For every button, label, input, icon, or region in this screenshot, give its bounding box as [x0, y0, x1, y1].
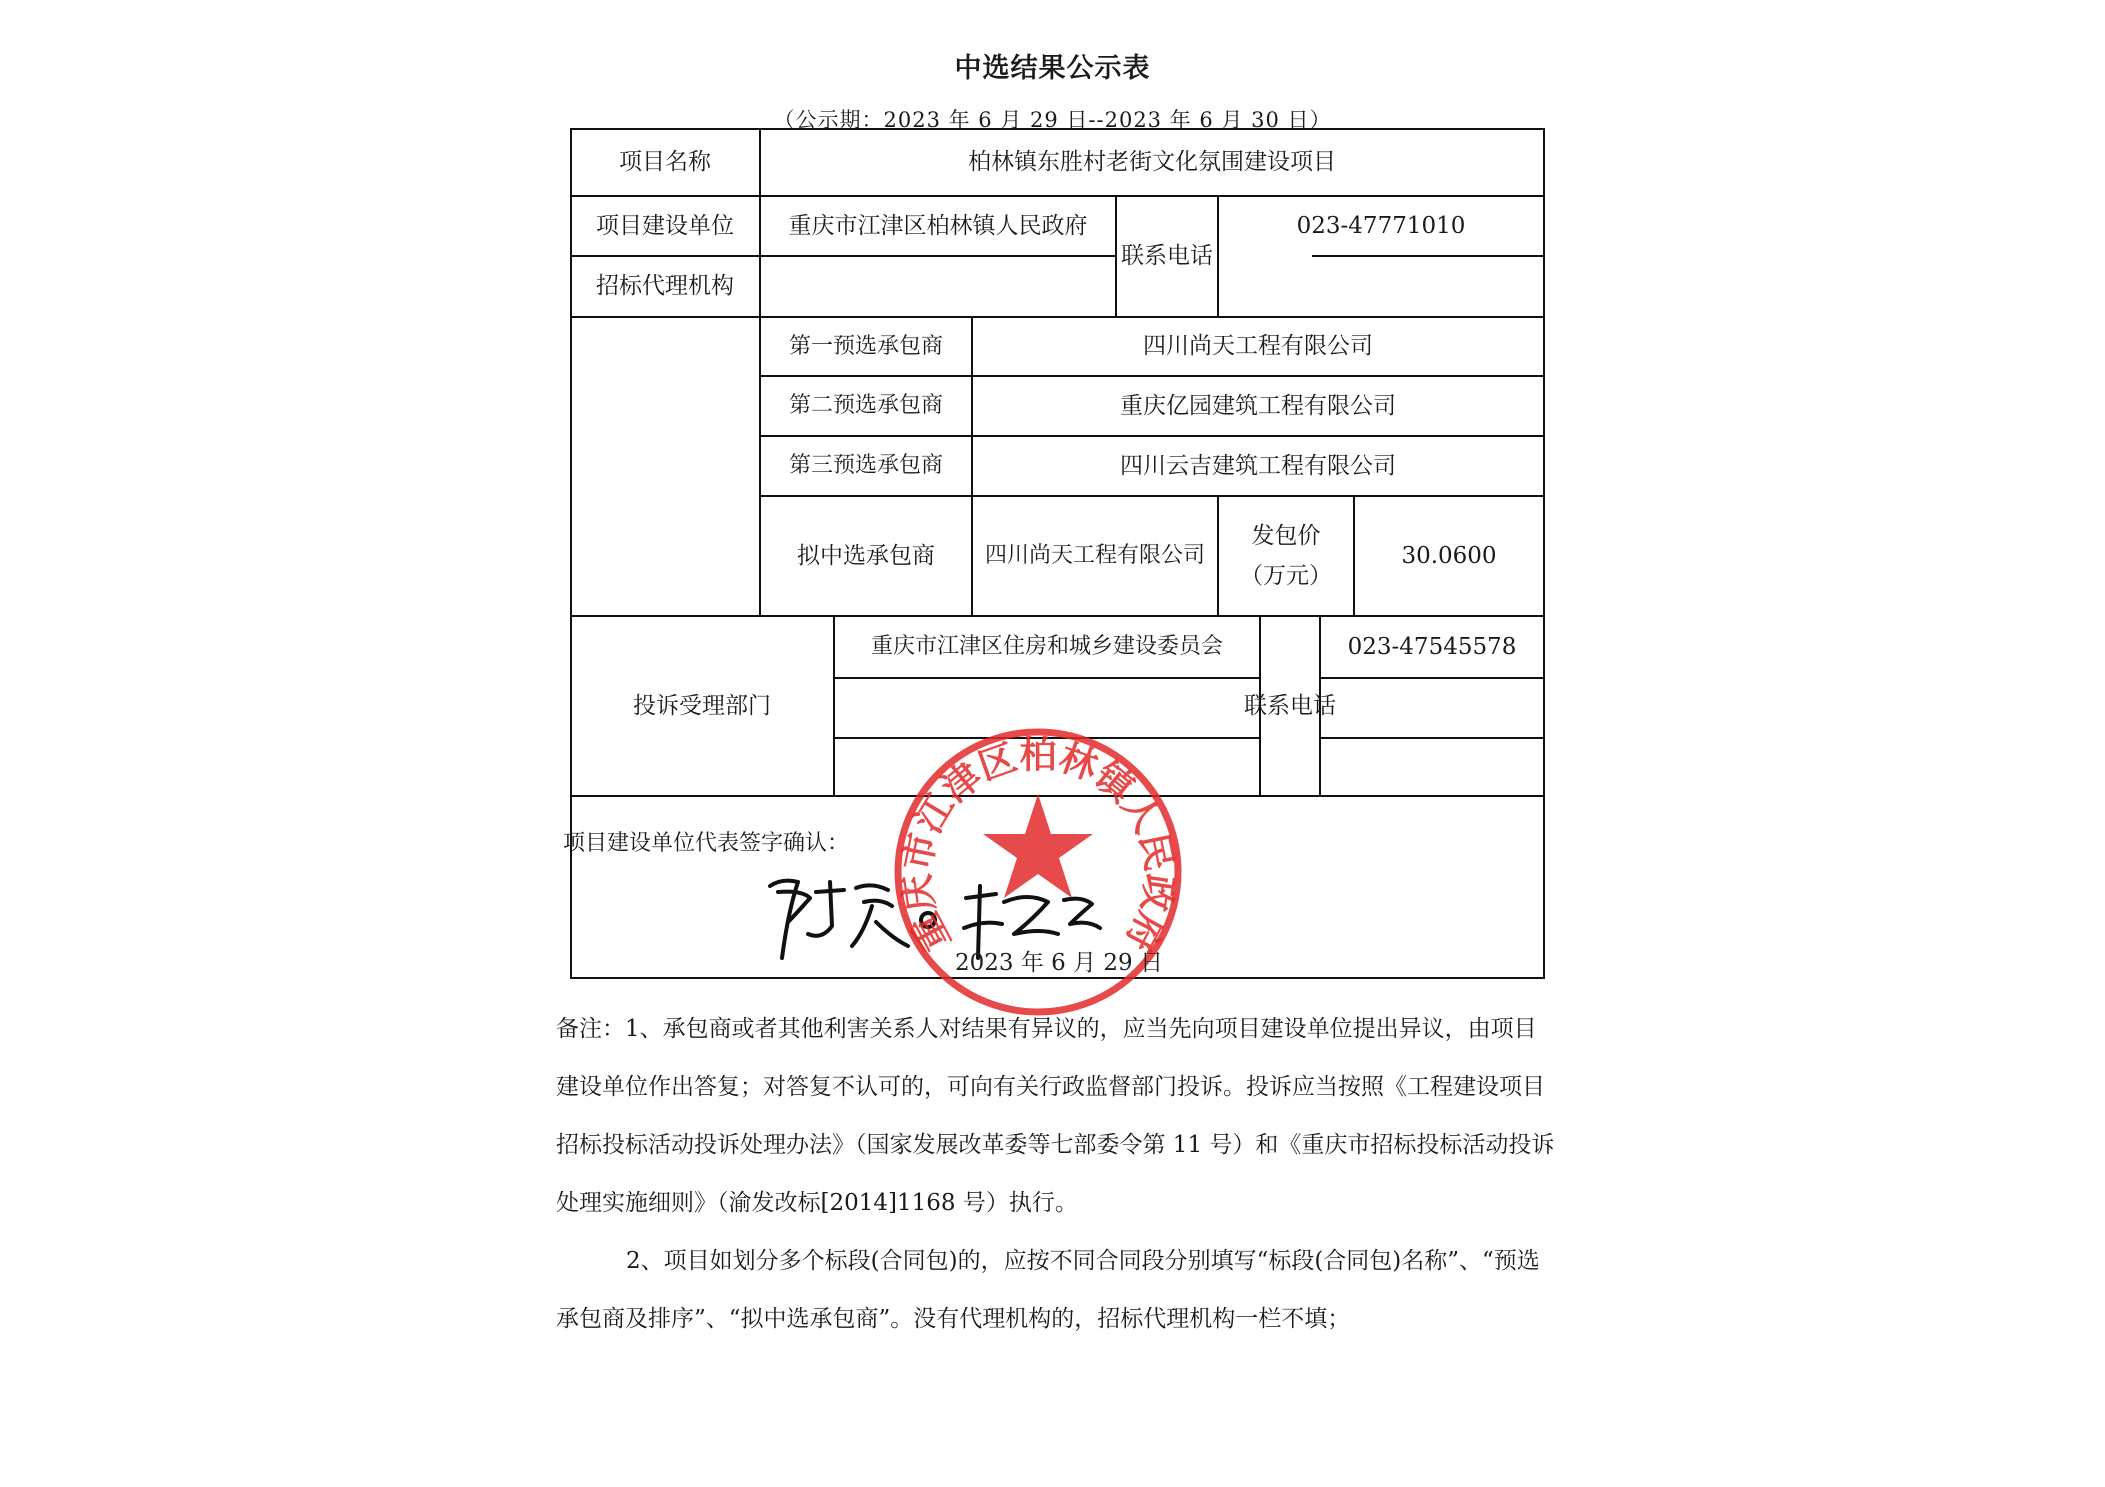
price-unit: （万元）: [1240, 563, 1332, 589]
candidate-2-label: 第二预选承包商: [788, 393, 943, 419]
seal-text: 重庆市江津区柏林镇人民政府: [894, 733, 1182, 959]
candidate-2-name: 重庆亿园建筑工程有限公司: [1120, 392, 1396, 419]
complaint-phone-value: 023-47545578: [1347, 633, 1517, 660]
note-2: 2、项目如划分多个标段(合同包)的，应按不同合同段分别填写“标段(合同包)名称”、“预选承包商及排序”、“拟中选承包商”。没有代理机构的，招标代理机构一栏不填；: [556, 1248, 1540, 1332]
owner-phone-value: 023-47771010: [1296, 212, 1466, 239]
signature-confirm-label: 项目建设单位代表签字确认：: [563, 831, 850, 856]
candidate-3-name: 四川云吉建筑工程有限公司: [1120, 452, 1396, 479]
complaint-dept-value: 重庆市江津区住房和城乡建设委员会: [870, 634, 1223, 660]
winner-name: 四川尚天工程有限公司: [984, 543, 1205, 569]
project-name-label: 项目名称: [619, 148, 711, 175]
notes-section: [556, 1000, 1556, 1348]
winner-label: 拟中选承包商: [797, 542, 935, 569]
note-1: 备注：1、承包商或者其他利害关系人对结果有异议的，应当先向项目建设单位提出异议，由项目建设单位作出答复；对答复不认可的，可向有关行政监督部门投诉。投诉应当按照《工程建设项目招标投标活动投诉处理办法》（国家发展改革委等七部委令第 11 号）和《重庆市招标投标活动投诉处理实施细则》（渝发改标[2014]1168 号）执行。: [556, 1016, 1555, 1216]
agency-label: 招标代理机构: [596, 273, 734, 300]
official-seal: [888, 722, 1188, 1022]
price-value: 30.0600: [1401, 542, 1497, 569]
signature-date: 2023 年 6 月 29 日: [955, 950, 1163, 976]
complaint-dept-label: 投诉受理部门: [633, 692, 771, 719]
project-name-value: 柏林镇东胜村老街文化氛围建设项目: [968, 148, 1336, 175]
candidate-1-label: 第一预选承包商: [788, 333, 943, 359]
complaint-phone-label: 联系电话: [1244, 692, 1336, 719]
agency-value: [760, 256, 1116, 317]
owner-label: 项目建设单位: [596, 212, 734, 239]
owner-value: 重庆市江津区柏林镇人民政府: [788, 212, 1088, 239]
owner-phone-label: 联系电话: [1121, 243, 1213, 270]
publicity-period: （公示期：2023 年 6 月 29 日--2023 年 6 月 30 日）: [773, 108, 1332, 132]
price-label: 发包价: [1251, 522, 1321, 549]
price-label-group: [1218, 496, 1354, 616]
candidate-1-name: 四川尚天工程有限公司: [1143, 333, 1373, 360]
page-title: 中选结果公示表: [954, 53, 1151, 84]
candidate-3-label: 第三预选承包商: [788, 453, 943, 479]
